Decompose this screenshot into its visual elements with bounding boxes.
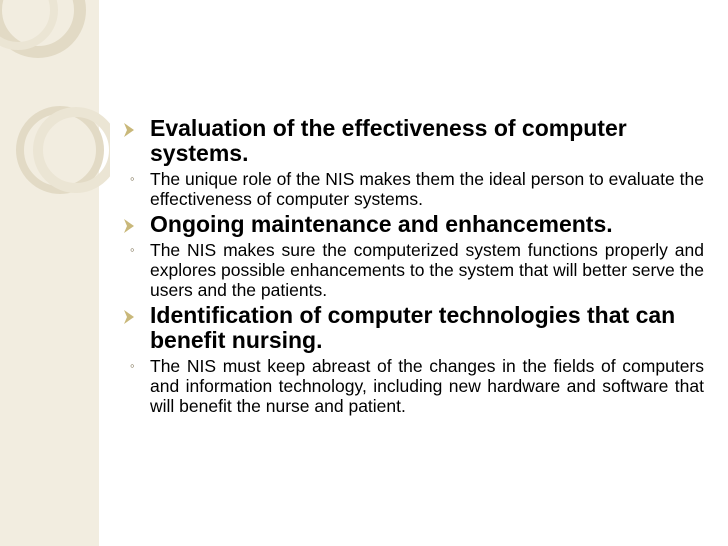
sub-bullet-text: The NIS makes sure the computerized system functions properly and explores possible enhancements to the system that will better serve the users and the patients. — [150, 240, 704, 300]
bullet-title: Identification of computer technologies that can benefit nursing. — [150, 302, 676, 353]
bullet-title: Evaluation of the effectiveness of computer systems. — [150, 115, 627, 166]
slide-content — [124, 116, 704, 419]
diamond-bullet-icon — [124, 219, 134, 233]
bullet-item — [124, 116, 704, 166]
sub-bullet-item — [124, 356, 704, 416]
circle-bullet-icon: ◦ — [130, 358, 135, 373]
circle-bullet-icon: ◦ — [130, 242, 135, 257]
sub-bullet-item — [124, 169, 704, 209]
diamond-bullet-icon — [124, 310, 134, 324]
circle-bullet-icon: ◦ — [130, 171, 135, 186]
sub-bullet-text: The unique role of the NIS makes them the ideal person to evaluate the effectiveness of computer systems. — [150, 169, 704, 209]
diamond-bullet-icon — [124, 123, 134, 137]
ring-decoration — [0, 0, 110, 220]
sub-bullet-item — [124, 240, 704, 300]
sub-bullet-text: The NIS must keep abreast of the changes in the fields of computers and information technology, including new hardware and software that will benefit the nurse and patient. — [150, 356, 704, 416]
bullet-item — [124, 212, 704, 237]
bullet-item — [124, 303, 704, 353]
bullet-title: Ongoing maintenance and enhancements. — [150, 211, 613, 237]
